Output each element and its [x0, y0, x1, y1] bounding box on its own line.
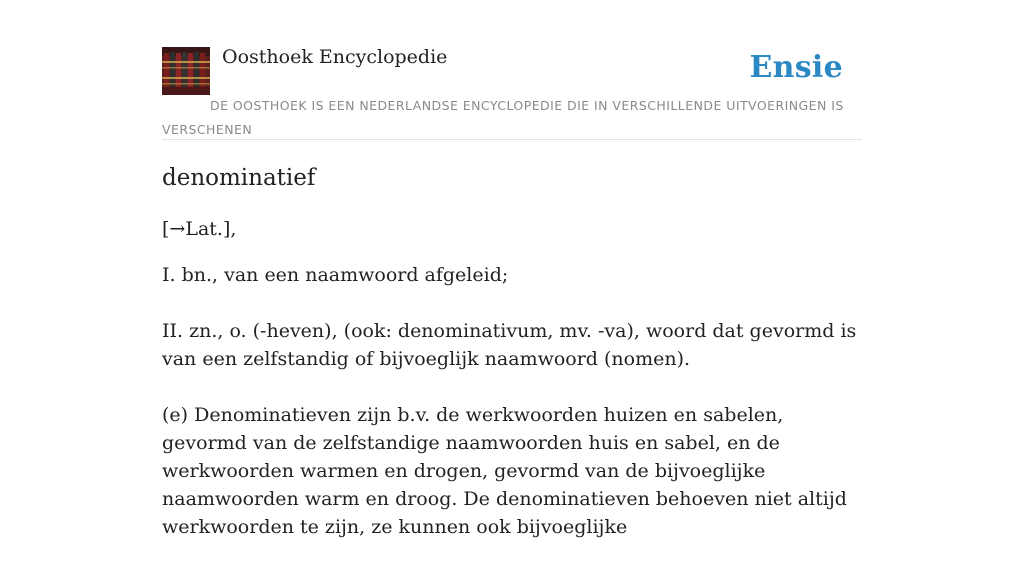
article	[162, 162, 868, 569]
publication-avatar[interactable]	[162, 47, 210, 95]
article-title: denominatief	[162, 165, 316, 191]
ensie-logo-link[interactable]: Ensie	[749, 50, 843, 85]
etymology: [→Lat.],	[162, 218, 237, 240]
article-body	[162, 261, 868, 541]
book-spines-icon	[162, 47, 210, 95]
publication-tagline: DE OOSTHOEK IS EEN NEDERLANDSE ENCYCLOPEDIE DIE IN VERSCHILLENDE UITVOERINGEN IS VERSCHENEN	[162, 98, 844, 137]
definition-paragraph: I. bn., van een naamwoord afgeleid;	[162, 264, 509, 286]
header-divider	[162, 139, 862, 140]
publication-name-link[interactable]: Oosthoek Encyclopedie	[222, 46, 448, 68]
definition-paragraph: (e) Denominatieven zijn b.v. de werkwoorden huizen en sabelen, gevormd van de zelfstandige naamwoorden huis en sabel, en de werkwoorden warmen en drogen, gevormd van de bijvoeglijke naamwoorden warm en droog. De denominatieven behoeven niet altijd werkwoorden te zijn, ze kunnen ook bijvoeglijke	[162, 404, 847, 538]
definition-paragraph: II. zn., o. (-heven), (ook: denominativum, mv. -va), woord dat gevormd is van een zelfstandig of bijvoeglijk naamwoord (nomen).	[162, 320, 857, 370]
